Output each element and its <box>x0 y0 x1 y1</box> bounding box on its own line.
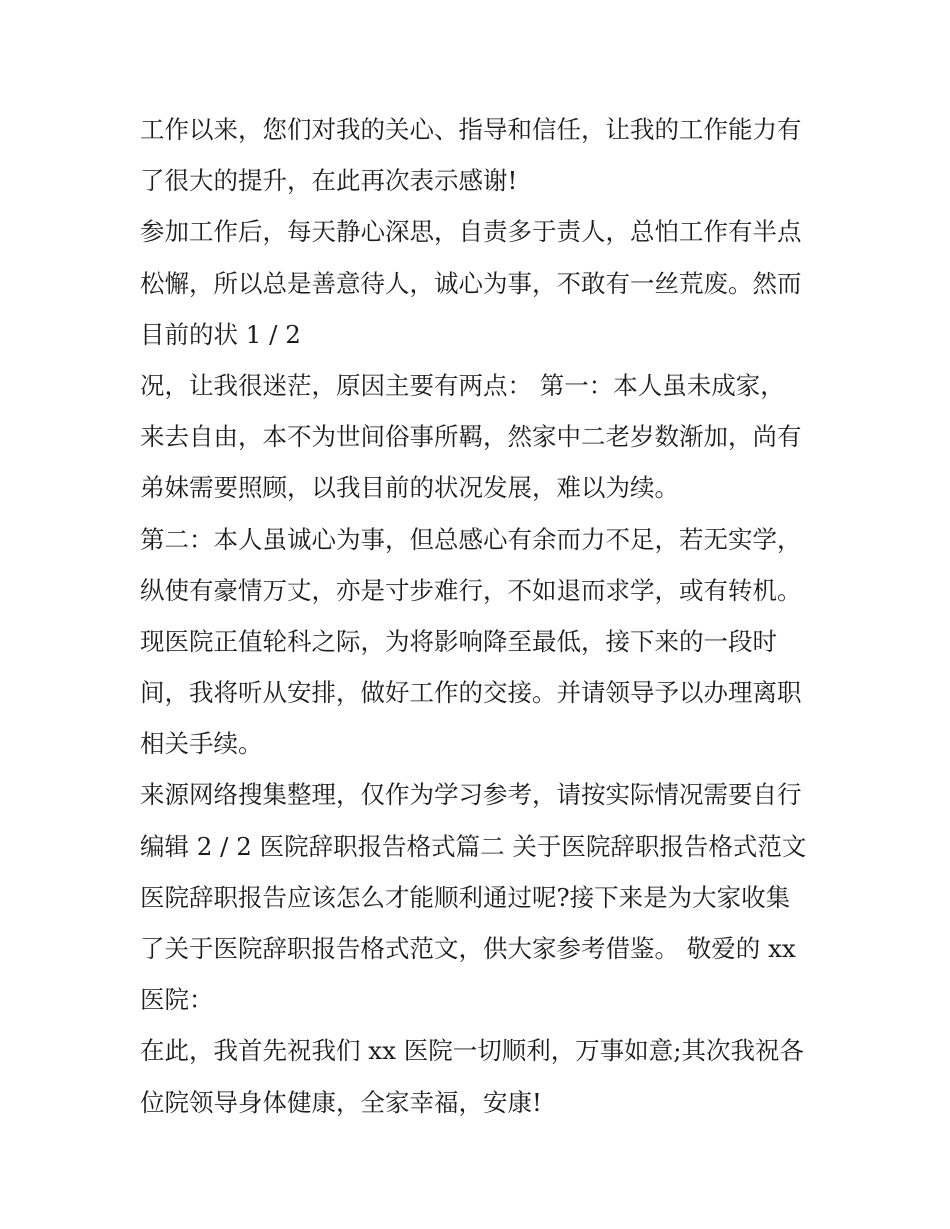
text-line: 工作以来，您们对我的关心、指导和信任，让我的工作能力有 <box>140 115 802 144</box>
text-line: 松懈，所以总是善意待人，诚心为事，不敢有一丝荒废。然而 <box>140 268 802 298</box>
text-line: 第二：本人虽诚心为事，但总感心有余而力不足，若无实学， <box>140 524 802 554</box>
text-line: 间，我将听从安排，做好工作的交接。并请领导予以办理离职 <box>140 678 802 708</box>
text-line: 弟妹需要照顾，以我目前的状况发展，难以为续。 <box>140 473 679 503</box>
text-line: 纵使有豪情万丈，亦是寸步难行，不如退而求学，或有转机。 <box>140 575 802 605</box>
text-line: 况，让我很迷茫，原因主要有两点： 第一：本人虽未成家， <box>140 370 785 400</box>
text-line: 了关于医院辞职报告格式范文，供大家参考借鉴。 敬爱的 xx <box>140 934 796 963</box>
text-line: 来源网络搜集整理，仅作为学习参考，请按实际情况需要自行 <box>140 780 802 810</box>
text-line: 医院辞职报告应该怎么才能顺利通过呢?接下来是为大家收集 <box>140 882 791 912</box>
text-line: 位院领导身体健康，全家幸福，安康! <box>140 1087 542 1117</box>
text-line: 在此，我首先祝我们 xx 医院一切顺利，万事如意;其次我祝各 <box>140 1036 804 1066</box>
text-line: 来去自由，本不为世间俗事所羁，然家中二老岁数渐加，尚有 <box>140 422 802 452</box>
document-body <box>140 104 820 1128</box>
text-line: 参加工作后，每天静心深思，自责多于责人，总怕工作有半点 <box>140 217 802 247</box>
text-line: 医院： <box>140 985 214 1015</box>
text-line: 了很大的提升，在此再次表示感谢! <box>140 166 518 196</box>
text-line: 相关手续。 <box>140 729 263 759</box>
text-line: 现医院正值轮科之际，为将影响降至最低，接下来的一段时 <box>140 626 777 656</box>
text-line: 编辑 2 / 2 医院辞职报告格式篇二 关于医院辞职报告格式范文 <box>140 831 807 861</box>
text-line: 目前的状 1 / 2 <box>140 319 301 349</box>
